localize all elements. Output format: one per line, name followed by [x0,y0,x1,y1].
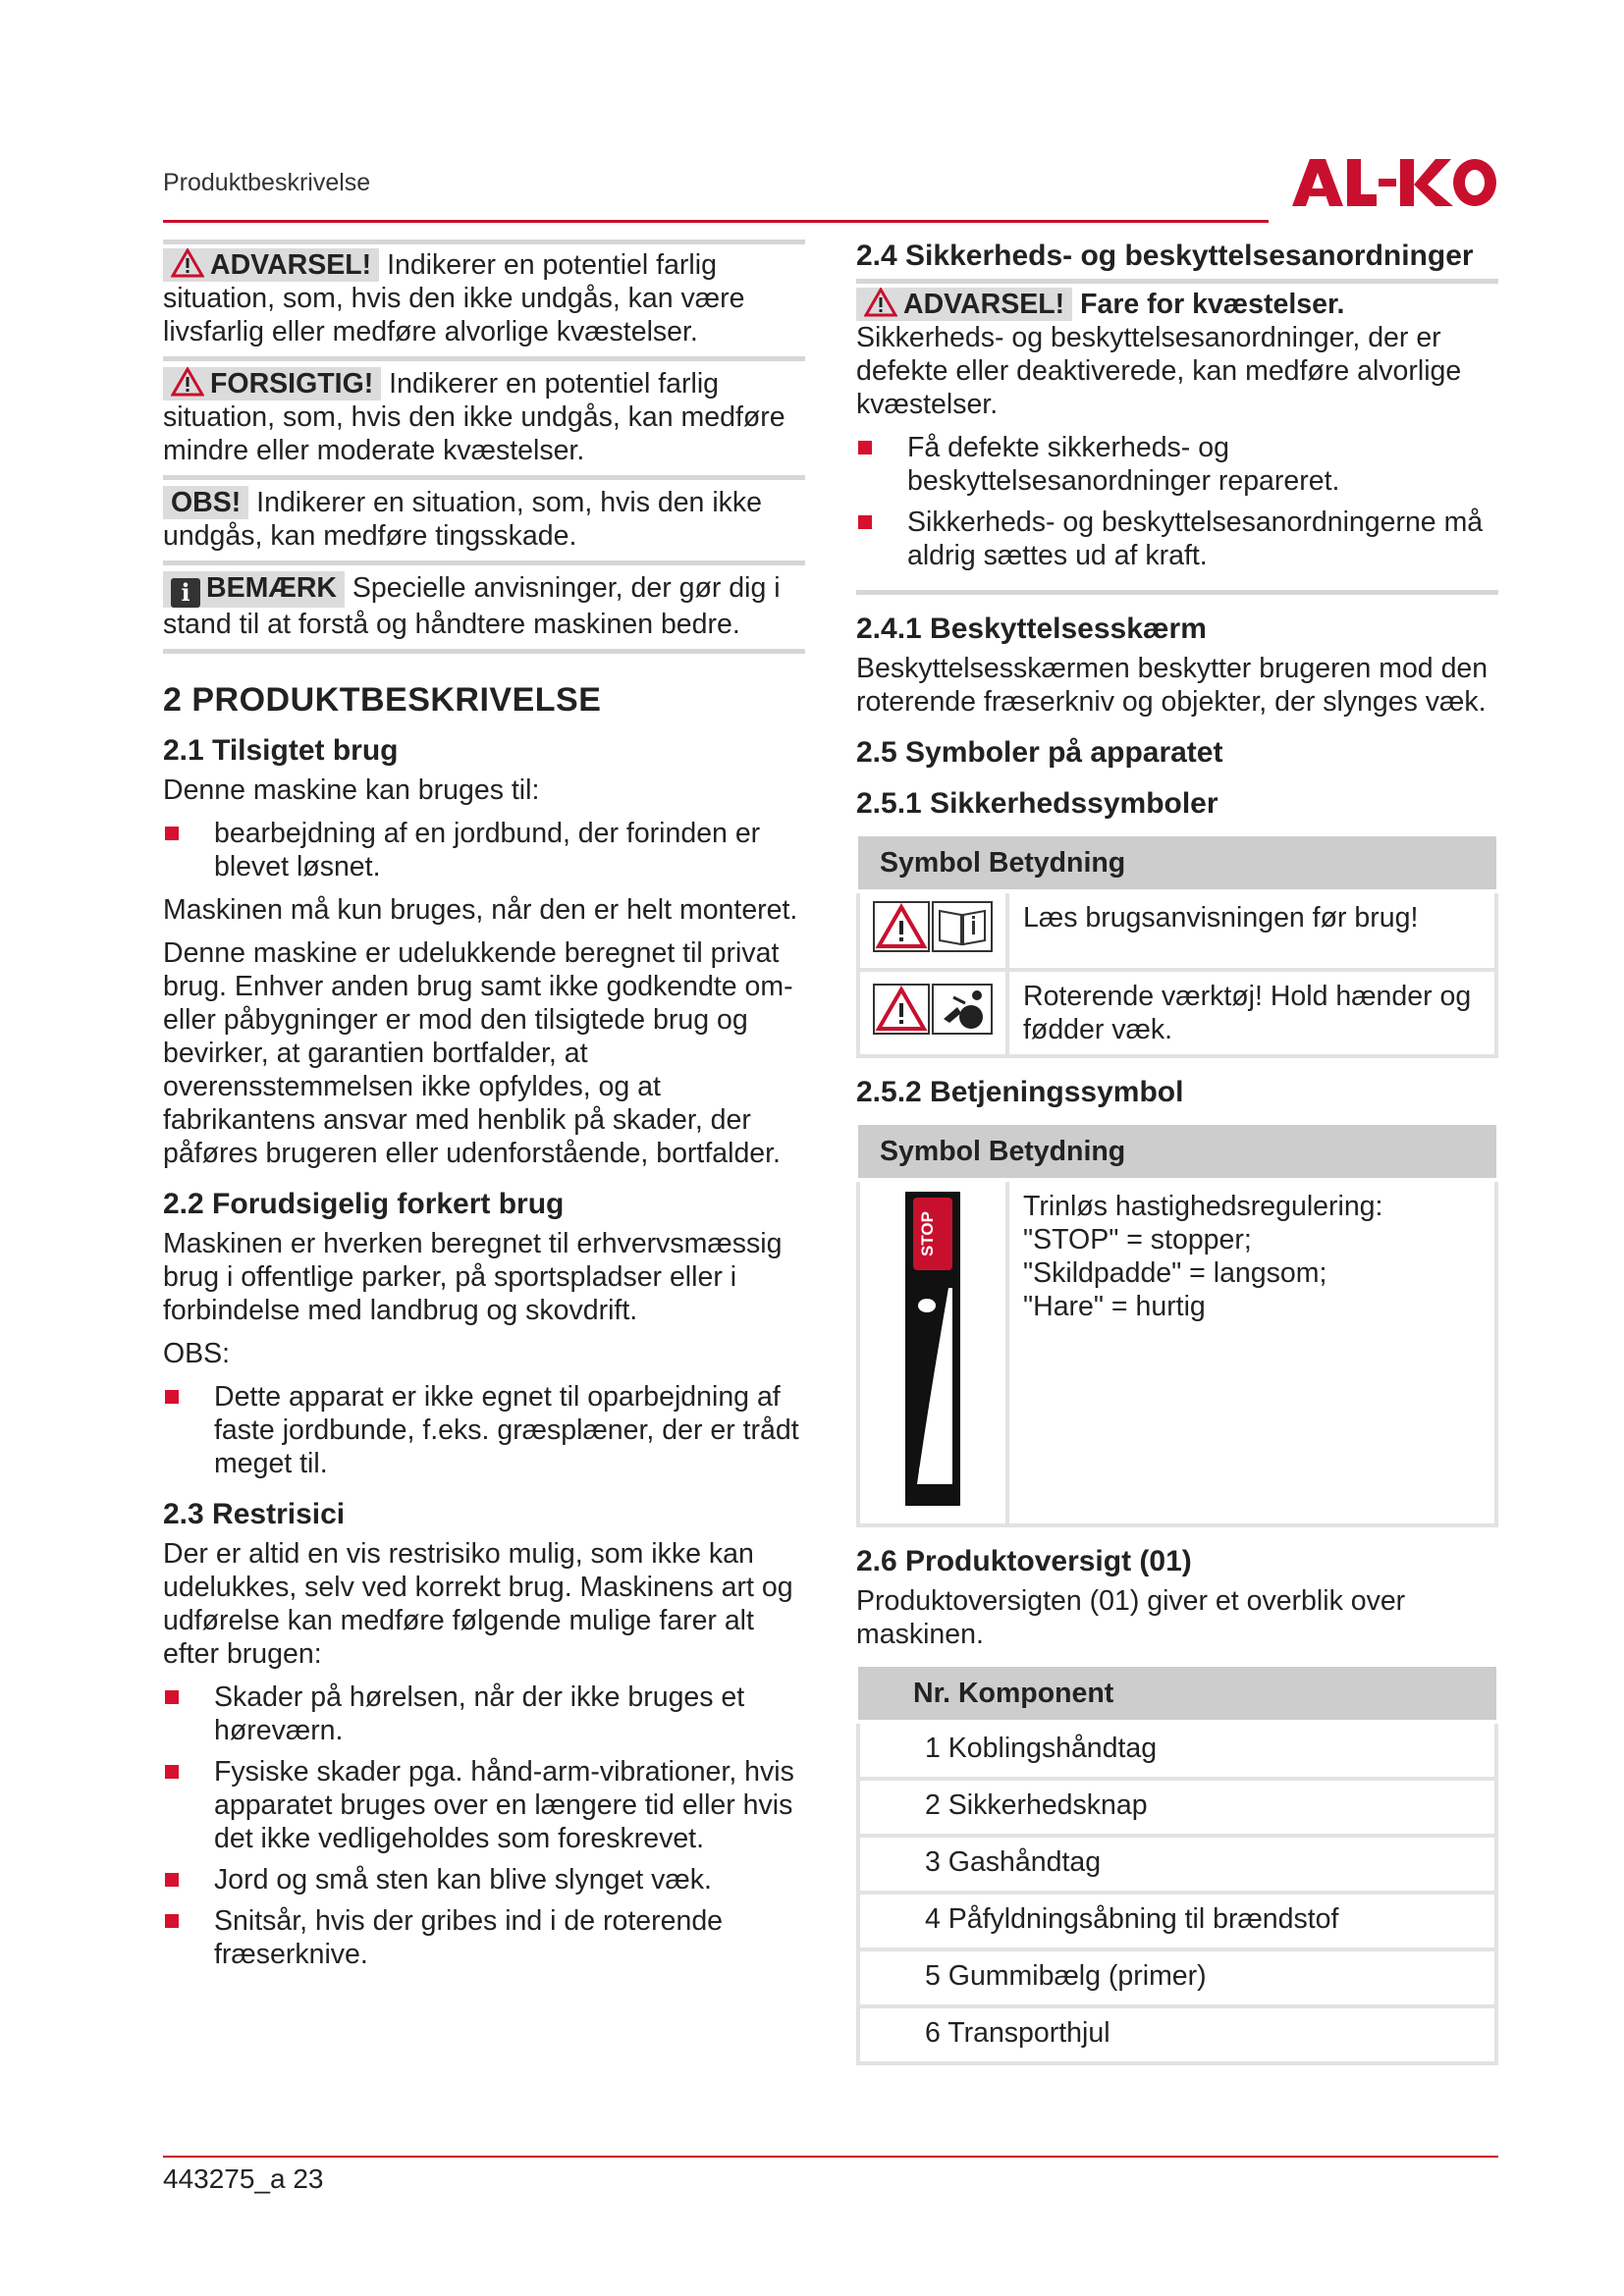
paragraph: Maskinen må kun bruges, når den er helt monteret. [163,894,798,926]
notice-text: Indikerer en potentiel farlig situation, som, hvis den ikke undgås, kan medføre mindre eller moderate kvæstelser. [163,368,785,466]
notice-obs [163,482,805,565]
list-item: Jord og små sten kan blive slynget væk. [163,1863,805,1896]
meaning-line: Trinløs hastighedsregulering: [1023,1191,1383,1222]
paragraph: Der er altid en vis restrisiko mulig, som ikke kan udelukkes, selv ved korrekt brug. Maskinens art og udførelse kan medføre følgende mulige farer alt efter brugen: [163,1538,793,1670]
table-row: 4 Påfyldningsåbning til brændstof [858,1893,1496,1949]
notice-caution [163,363,805,480]
notice-warning [163,240,805,361]
notice-text: Indikerer en situation, som, hvis den ikke undgås, kan medføre tingsskade. [163,487,763,552]
warning-triangle-icon [171,248,204,278]
notice-note [163,567,805,654]
subsection-heading-2-5-1: 2.5.1 Sikkerhedssymboler [856,787,1218,820]
warning-triangle-icon [873,984,930,1035]
safety-symbols-table [856,836,1498,1058]
speed-control-icon [903,1190,962,1508]
table-row [858,891,1496,970]
page-footer [163,2163,324,2195]
alko-logo [1288,155,1498,210]
rotating-tool-hazard-icon [932,984,993,1035]
notice-warning-safety [856,279,1498,595]
bullet-list [163,817,805,883]
meaning-line: "STOP" = stopper; [1023,1224,1252,1255]
symbol-cell [858,891,1007,970]
table-row: 3 Gashåndtag [858,1836,1496,1893]
subsection-heading-2-1: 2.1 Tilsigtet brug [163,734,399,767]
page-number: 23 [293,2163,324,2194]
section-heading: 2 PRODUKTBESKRIVELSE [163,681,602,719]
table-header: Symbol Betydning [858,1125,1496,1180]
bullet-list [163,1681,805,1971]
signal-word-note: i BEMÆRK [163,571,345,608]
list-item: Fysiske skader pga. hånd-arm-vibrationer, hvis apparatet bruges over en længere tid eller hvis det ikke vedligeholdes som foreskrevet. [163,1755,805,1855]
turtle-icon [918,1299,936,1312]
paragraph: Maskinen er hverken beregnet til erhvervsmæssig brug i offentlige parker, på sportspladser eller i forbindelse med landbrug og skovdrift. [163,1228,783,1326]
table-header: Nr. Komponent [858,1667,1496,1722]
stop-label: STOP [918,1211,937,1256]
notice-text: Specielle anvisninger, der gør dig i stand til at forstå og håndtere maskinen bedre. [163,572,781,640]
info-icon: i [171,578,200,608]
signal-word-caution: FORSIGTIG! [163,367,381,400]
bullet-list [163,1380,805,1480]
table-row [858,970,1496,1056]
subsection-heading-2-6: 2.6 Produktoversigt (01) [856,1545,1192,1577]
list-item: bearbejdning af en jordbund, der forinden er blevet løsnet. [163,817,805,883]
list-item: Snitsår, hvis der gribes ind i de roterende fræserknive. [163,1904,805,1971]
subsection-heading-2-4-1: 2.4.1 Beskyttelsesskærm [856,613,1207,645]
notice-strong-text: Fare for kvæstelser. [1080,289,1345,320]
table-row: 6 Transporthjul [858,2006,1496,2063]
table-row [858,1180,1496,1525]
header-divider [163,220,1269,223]
operating-symbol-table [856,1125,1498,1527]
subsection-heading-2-5-2: 2.5.2 Betjeningssymbol [856,1076,1184,1108]
meaning-line: "Hare" = hurtig [1023,1291,1206,1322]
meaning-cell: Roterende værktøj! Hold hænder og fødder væk. [1007,970,1496,1056]
list-item: Få defekte sikkerheds- og beskyttelsesanordninger repareret. [856,431,1498,498]
notice-text: Indikerer en potentiel farlig situation, som, hvis den ikke undgås, kan være livsfarlig eller medføre alvorlige kvæstelser. [163,249,745,347]
signal-word-warning: ADVARSEL! [163,248,379,282]
page-header-title: Produktbeskrivelse [163,169,371,196]
notice-text: Sikkerheds- og beskyttelsesanordninger, der er defekte eller deaktiverede, kan medføre alvorlige kvæstelser. [856,322,1462,420]
subsection-heading-2-3: 2.3 Restrisici [163,1498,346,1530]
table-row: 5 Gummibælg (primer) [858,1949,1496,2006]
warning-triangle-icon [873,901,930,952]
symbol-cell [858,970,1007,1056]
meaning-cell [1007,1180,1496,1525]
right-column [856,240,1498,2079]
table-row: 2 Sikkerhedsknap [858,1779,1496,1836]
paragraph: Denne maskine kan bruges til: [163,774,540,806]
doc-number: 443275_a [163,2163,286,2194]
bullet-list [856,431,1498,572]
paragraph: Beskyttelsesskærmen beskytter brugeren mod den roterende fræserkniv og objekter, der slynges væk. [856,653,1489,718]
signal-word-obs: OBS! [163,486,248,519]
warning-triangle-icon [171,367,204,397]
signal-word-warning: ADVARSEL! [856,288,1072,321]
symbol-cell [858,1180,1007,1525]
paragraph: Denne maskine er udelukkende beregnet til privat brug. Enhver anden brug samt ikke godkendte om- eller påbygninger er mod den tilsigtede brug og bevirker, at garantien bortfalder, at overensstemmelsen ikke opfyldes, og at fabrikantens ansvar med henblik på skader, der påføres brugeren eller udenforstående, bortfalder. [163,937,793,1169]
paragraph: Produktoversigten (01) giver et overblik over maskinen. [856,1585,1406,1650]
manual-book-icon [932,901,993,952]
subsection-heading-2-4: 2.4 Sikkerheds- og beskyttelsesanordninger [856,240,1474,272]
list-item: Skader på hørelsen, når der ikke bruges et høreværn. [163,1681,805,1747]
meaning-line: "Skildpadde" = langsom; [1023,1257,1327,1289]
list-item: Dette apparat er ikke egnet til oparbejdning af faste jordbunde, f.eks. græsplæner, der er trådt meget til. [163,1380,805,1480]
left-column [163,240,805,1981]
footer-divider [163,2156,1498,2158]
subsection-heading-2-2: 2.2 Forudsigelig forkert brug [163,1188,565,1220]
subsection-heading-2-5: 2.5 Symboler på apparatet [856,736,1223,769]
table-row: 1 Koblingshåndtag [858,1722,1496,1779]
meaning-cell: Læs brugsanvisningen før brug! [1007,891,1496,970]
paragraph: OBS: [163,1338,231,1369]
hare-icon [919,1463,939,1476]
component-table [856,1667,1498,2065]
warning-triangle-icon [864,288,897,317]
list-item: Sikkerheds- og beskyttelsesanordningerne må aldrig sættes ud af kraft. [856,506,1498,572]
table-header: Symbol Betydning [858,836,1496,891]
